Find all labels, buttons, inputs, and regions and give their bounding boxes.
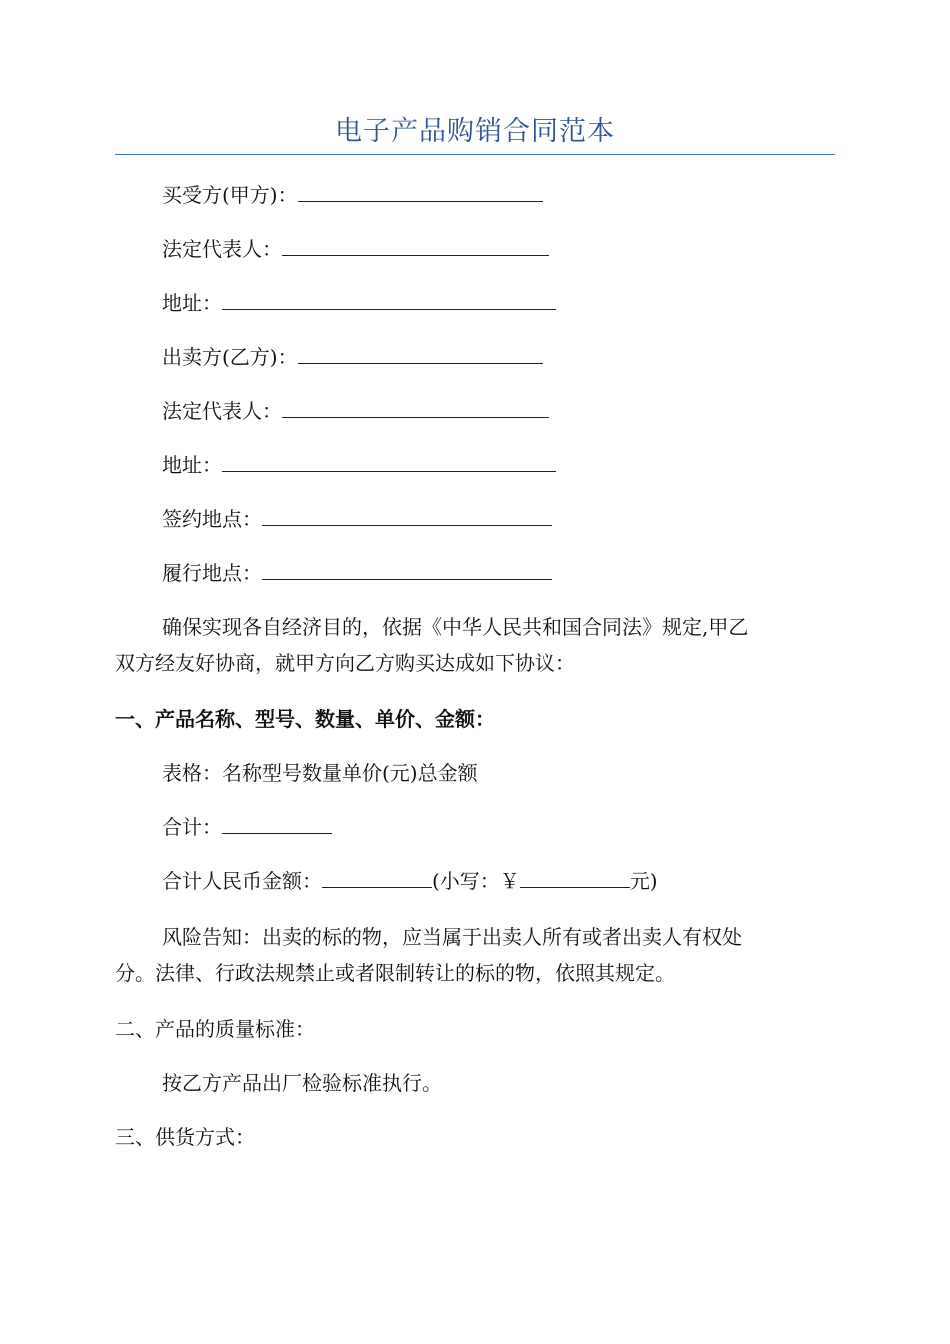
signing-place-line <box>162 504 552 534</box>
total-label: 合计： <box>162 815 222 839</box>
buyer-name-field[interactable] <box>298 180 543 202</box>
document-title: 电子产品购销合同范本 <box>335 116 615 147</box>
section-3-heading: 三、供货方式： <box>115 1125 255 1149</box>
total-line <box>162 812 332 842</box>
rmb-total-line <box>162 866 658 896</box>
buyer-rep-field[interactable] <box>282 234 549 256</box>
buyer-address-field[interactable] <box>222 288 556 310</box>
buyer-address-label: 地址： <box>162 291 222 315</box>
section-1-heading: 一、产品名称、型号、数量、单价、金额： <box>115 707 495 731</box>
seller-line <box>162 342 543 372</box>
buyer-label: 买受方(甲方)： <box>162 183 298 207</box>
performance-place-label: 履行地点： <box>162 561 262 585</box>
lower-case-prefix: (小写：￥ <box>432 869 520 893</box>
seller-label: 出卖方(乙方)： <box>162 345 298 369</box>
performance-place-line <box>162 558 552 588</box>
rmb-total-label: 合计人民币金额： <box>162 869 322 893</box>
total-field[interactable] <box>222 812 332 834</box>
section-2-heading: 二、产品的质量标准： <box>115 1017 315 1041</box>
intro-line-1: 确保实现各自经济目的，依据《中华人民共和国合同法》规定,甲乙 <box>162 615 749 639</box>
buyer-rep-label: 法定代表人： <box>162 237 282 261</box>
buyer-rep-line <box>162 234 549 264</box>
risk-notice-line-2: 分。法律、行政法规禁止或者限制转让的标的物，依照其规定。 <box>115 961 675 985</box>
seller-address-label: 地址： <box>162 453 222 477</box>
seller-rep-label: 法定代表人： <box>162 399 282 423</box>
risk-notice-line-1: 风险告知：出卖的标的物，应当属于出卖人所有或者出卖人有权处 <box>162 925 742 949</box>
seller-address-line <box>162 450 556 480</box>
intro-line-2: 双方经友好协商，就甲方向乙方购买达成如下协议： <box>115 651 575 675</box>
performance-place-field[interactable] <box>262 558 552 580</box>
seller-rep-field[interactable] <box>282 396 549 418</box>
signing-place-field[interactable] <box>262 504 552 526</box>
rmb-total-field[interactable] <box>322 866 432 888</box>
title-underline <box>115 154 835 155</box>
section-2-body: 按乙方产品出厂检验标准执行。 <box>162 1071 442 1095</box>
lower-case-suffix: 元) <box>629 869 658 893</box>
seller-address-field[interactable] <box>222 450 556 472</box>
buyer-line <box>162 180 543 210</box>
buyer-address-line <box>162 288 556 318</box>
seller-rep-line <box>162 396 549 426</box>
lower-case-amount-field[interactable] <box>520 866 630 888</box>
signing-place-label: 签约地点： <box>162 507 262 531</box>
table-line: 表格：名称型号数量单价(元)总金额 <box>162 761 478 785</box>
seller-name-field[interactable] <box>298 342 543 364</box>
